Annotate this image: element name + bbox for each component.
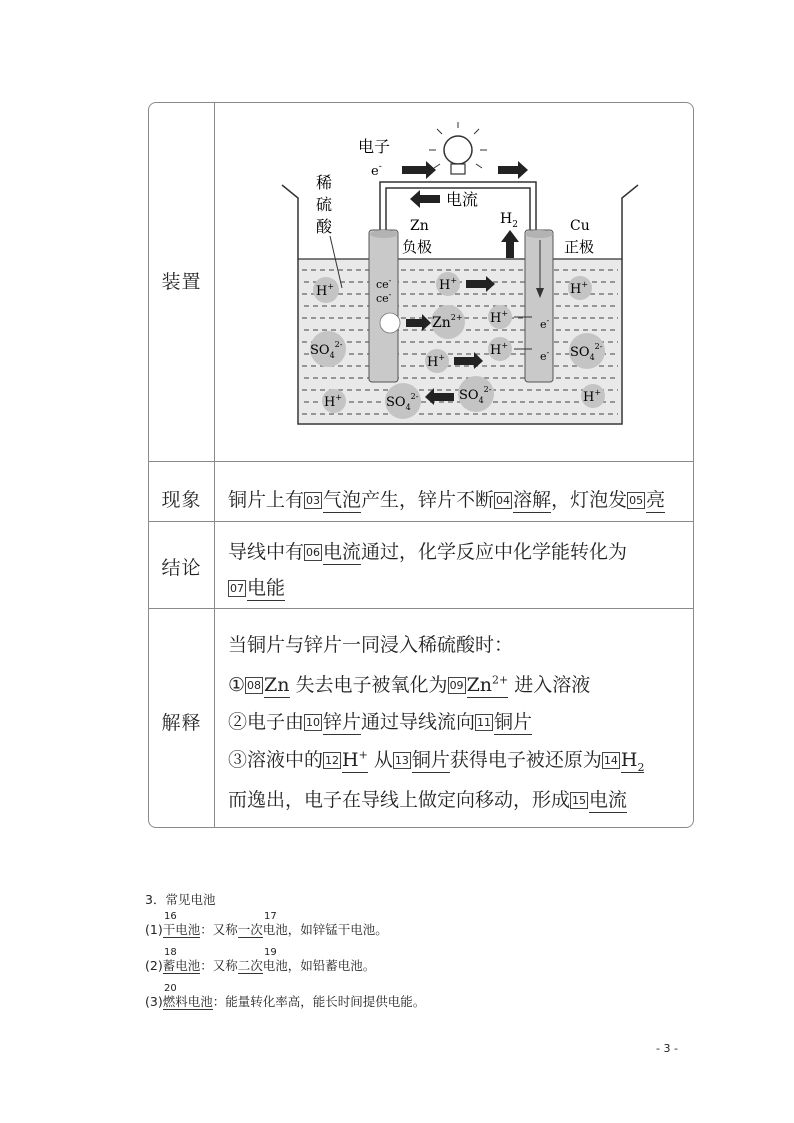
h2-rise-arrow xyxy=(501,230,519,258)
copper-electrode xyxy=(525,230,553,382)
light-bulb-icon xyxy=(429,122,487,174)
acid-label-2: 硫 xyxy=(316,195,333,214)
blank-number: 09 xyxy=(449,679,464,692)
h-ion xyxy=(313,277,339,303)
answer: 干电池 xyxy=(162,922,201,937)
footnote-number: 17 xyxy=(264,911,277,922)
blank-number: 07 xyxy=(230,582,244,595)
answer: 溶解 xyxy=(513,489,552,511)
svg-text:H+: H+ xyxy=(570,280,589,297)
galvanic-cell-diagram xyxy=(230,120,680,440)
blank-number: 14 xyxy=(603,754,618,767)
answer: 亮 xyxy=(646,489,666,511)
positive-electrode-label: 正极 xyxy=(564,238,595,256)
svg-text:H+: H+ xyxy=(439,276,458,293)
cu-label: Cu xyxy=(570,218,590,234)
h-ion xyxy=(581,384,605,408)
svg-text:SO42-: $SO_4^{2-}$ xyxy=(310,340,343,360)
so4-ion xyxy=(458,376,494,412)
h-ion xyxy=(425,349,449,373)
zn-electron-marker: ce- xyxy=(376,290,392,305)
row-label-explanation: 解释 xyxy=(161,712,202,734)
row-divider xyxy=(149,521,693,522)
phenomenon-text: 铜片上有 03 气泡产生，锌片不断 04 溶解，灯泡发 05 亮 xyxy=(228,489,666,511)
footnote-number: 16 xyxy=(164,911,177,922)
svg-text:H+: H+ xyxy=(490,309,509,326)
negative-electrode-label: 负极 xyxy=(402,238,433,256)
row-label-conclusion: 结论 xyxy=(161,557,202,579)
zn-electron-marker: ce- xyxy=(376,276,392,291)
answer: 气泡 xyxy=(323,489,362,511)
svg-text:H+: H+ xyxy=(324,393,343,410)
electron-label: 电子 xyxy=(358,137,391,156)
svg-text:SO42-: $SO_4^{2-}$ xyxy=(386,392,419,412)
svg-text:H+: H+ xyxy=(427,353,446,370)
current-label: 电流 xyxy=(446,190,479,209)
cu-electron-marker: e- xyxy=(540,316,550,331)
so4-ion xyxy=(569,333,605,369)
explanation-line-1: 当铜片与锌片一同浸入稀硫酸时： xyxy=(228,634,514,656)
current-flow-arrow xyxy=(410,190,440,208)
answer: 燃料电池 xyxy=(162,994,213,1009)
svg-text:SO42-: $SO_4^{2-}$ xyxy=(459,385,492,405)
h-ion xyxy=(568,276,592,300)
svg-text:H+: H+ xyxy=(583,388,602,405)
zn-label: Zn xyxy=(410,218,429,234)
row-label-phenomenon: 现象 xyxy=(161,489,202,511)
answer: $H_2$ xyxy=(620,749,645,774)
row-divider xyxy=(149,608,693,609)
zinc-electrode xyxy=(369,230,398,382)
explanation-line-5: 而逸出，电子在导线上做定向移动，形成 15 电流 xyxy=(228,789,628,811)
battery-item-3: (3)燃料电池：能量转化率高，能长时间提供电能。 xyxy=(145,994,426,1009)
answer: 锌片 xyxy=(323,711,362,733)
explanation-line-4: ③溶液中的 12 H+ 从 13 铜片获得电子被还原为 14 $H_2$ xyxy=(228,748,645,774)
h-ion xyxy=(488,305,512,329)
answer: 电流 xyxy=(589,789,628,811)
blank-number: 04 xyxy=(496,494,511,507)
answer: 铜片 xyxy=(494,711,533,733)
answer: Zn xyxy=(264,674,290,696)
blank-number: 08 xyxy=(247,679,262,692)
blank-number: 03 xyxy=(306,494,321,507)
section-heading: 3．常见电池 xyxy=(145,892,216,907)
blank-number: 12 xyxy=(325,754,340,767)
so4-ion xyxy=(385,383,421,419)
blank-number: 06 xyxy=(306,546,321,559)
answer: 电能 xyxy=(247,577,286,599)
h-ion xyxy=(322,389,346,413)
electron-flow-arrow xyxy=(498,161,528,179)
h2-label: $H_2$ xyxy=(500,211,518,230)
battery-item-1: (1)干电池：又称一次电池，如锌锰干电池。 xyxy=(145,922,388,937)
cu-electron-marker: e- xyxy=(540,348,550,363)
svg-text:H+: H+ xyxy=(490,341,509,358)
answer: 一次 xyxy=(237,922,263,937)
zn-ion xyxy=(431,305,465,339)
blank-number: 10 xyxy=(306,716,321,729)
electron-symbol: e- xyxy=(371,162,382,179)
blank-number: 05 xyxy=(629,494,644,507)
battery-item-2: (2)蓄电池：又称二次电池，如铅蓄电池。 xyxy=(145,958,376,973)
svg-text:H+: H+ xyxy=(316,282,335,299)
blank-number: 15 xyxy=(572,794,587,807)
blank-number: 13 xyxy=(394,754,409,767)
svg-text:Zn2+: $Zn^{2+}$ xyxy=(432,313,463,331)
footnote-number: 18 xyxy=(164,947,177,958)
explanation-line-3: ②电子由 10 锌片通过导线流向 11 铜片 xyxy=(228,711,533,733)
answer: 蓄电池 xyxy=(162,958,201,973)
answer: 二次 xyxy=(237,958,263,973)
conclusion-line-2 xyxy=(228,573,285,600)
so4-ion xyxy=(310,331,346,367)
answer: $Zn^{2+}$ xyxy=(466,673,509,696)
electron-flow-arrow xyxy=(402,161,436,179)
h-ion xyxy=(488,337,512,361)
answer: 电流 xyxy=(323,541,362,563)
footnote-number: 19 xyxy=(264,947,277,958)
answer: 铜片 xyxy=(411,749,450,771)
conclusion-line-1: 导线中有 06 电流通过，化学反应中化学能转化为 xyxy=(228,541,628,563)
blank-number: 11 xyxy=(477,716,492,729)
row-divider xyxy=(149,461,693,462)
h-ion xyxy=(436,272,460,296)
footnote-number: 20 xyxy=(164,983,177,994)
acid-label-1: 稀 xyxy=(316,173,333,192)
answer: H+ xyxy=(342,748,368,771)
table-column-divider xyxy=(214,103,215,827)
row-label-device: 装置 xyxy=(161,271,202,293)
page-number: - 3 - xyxy=(656,1042,678,1055)
acid-label-3: 酸 xyxy=(316,217,333,236)
svg-text:SO42-: $SO_4^{2-}$ xyxy=(570,342,603,362)
explanation-line-2: ① 08 Zn 失去电子被氧化为 09 $Zn^{2+}$ 进入溶液 xyxy=(228,673,591,696)
